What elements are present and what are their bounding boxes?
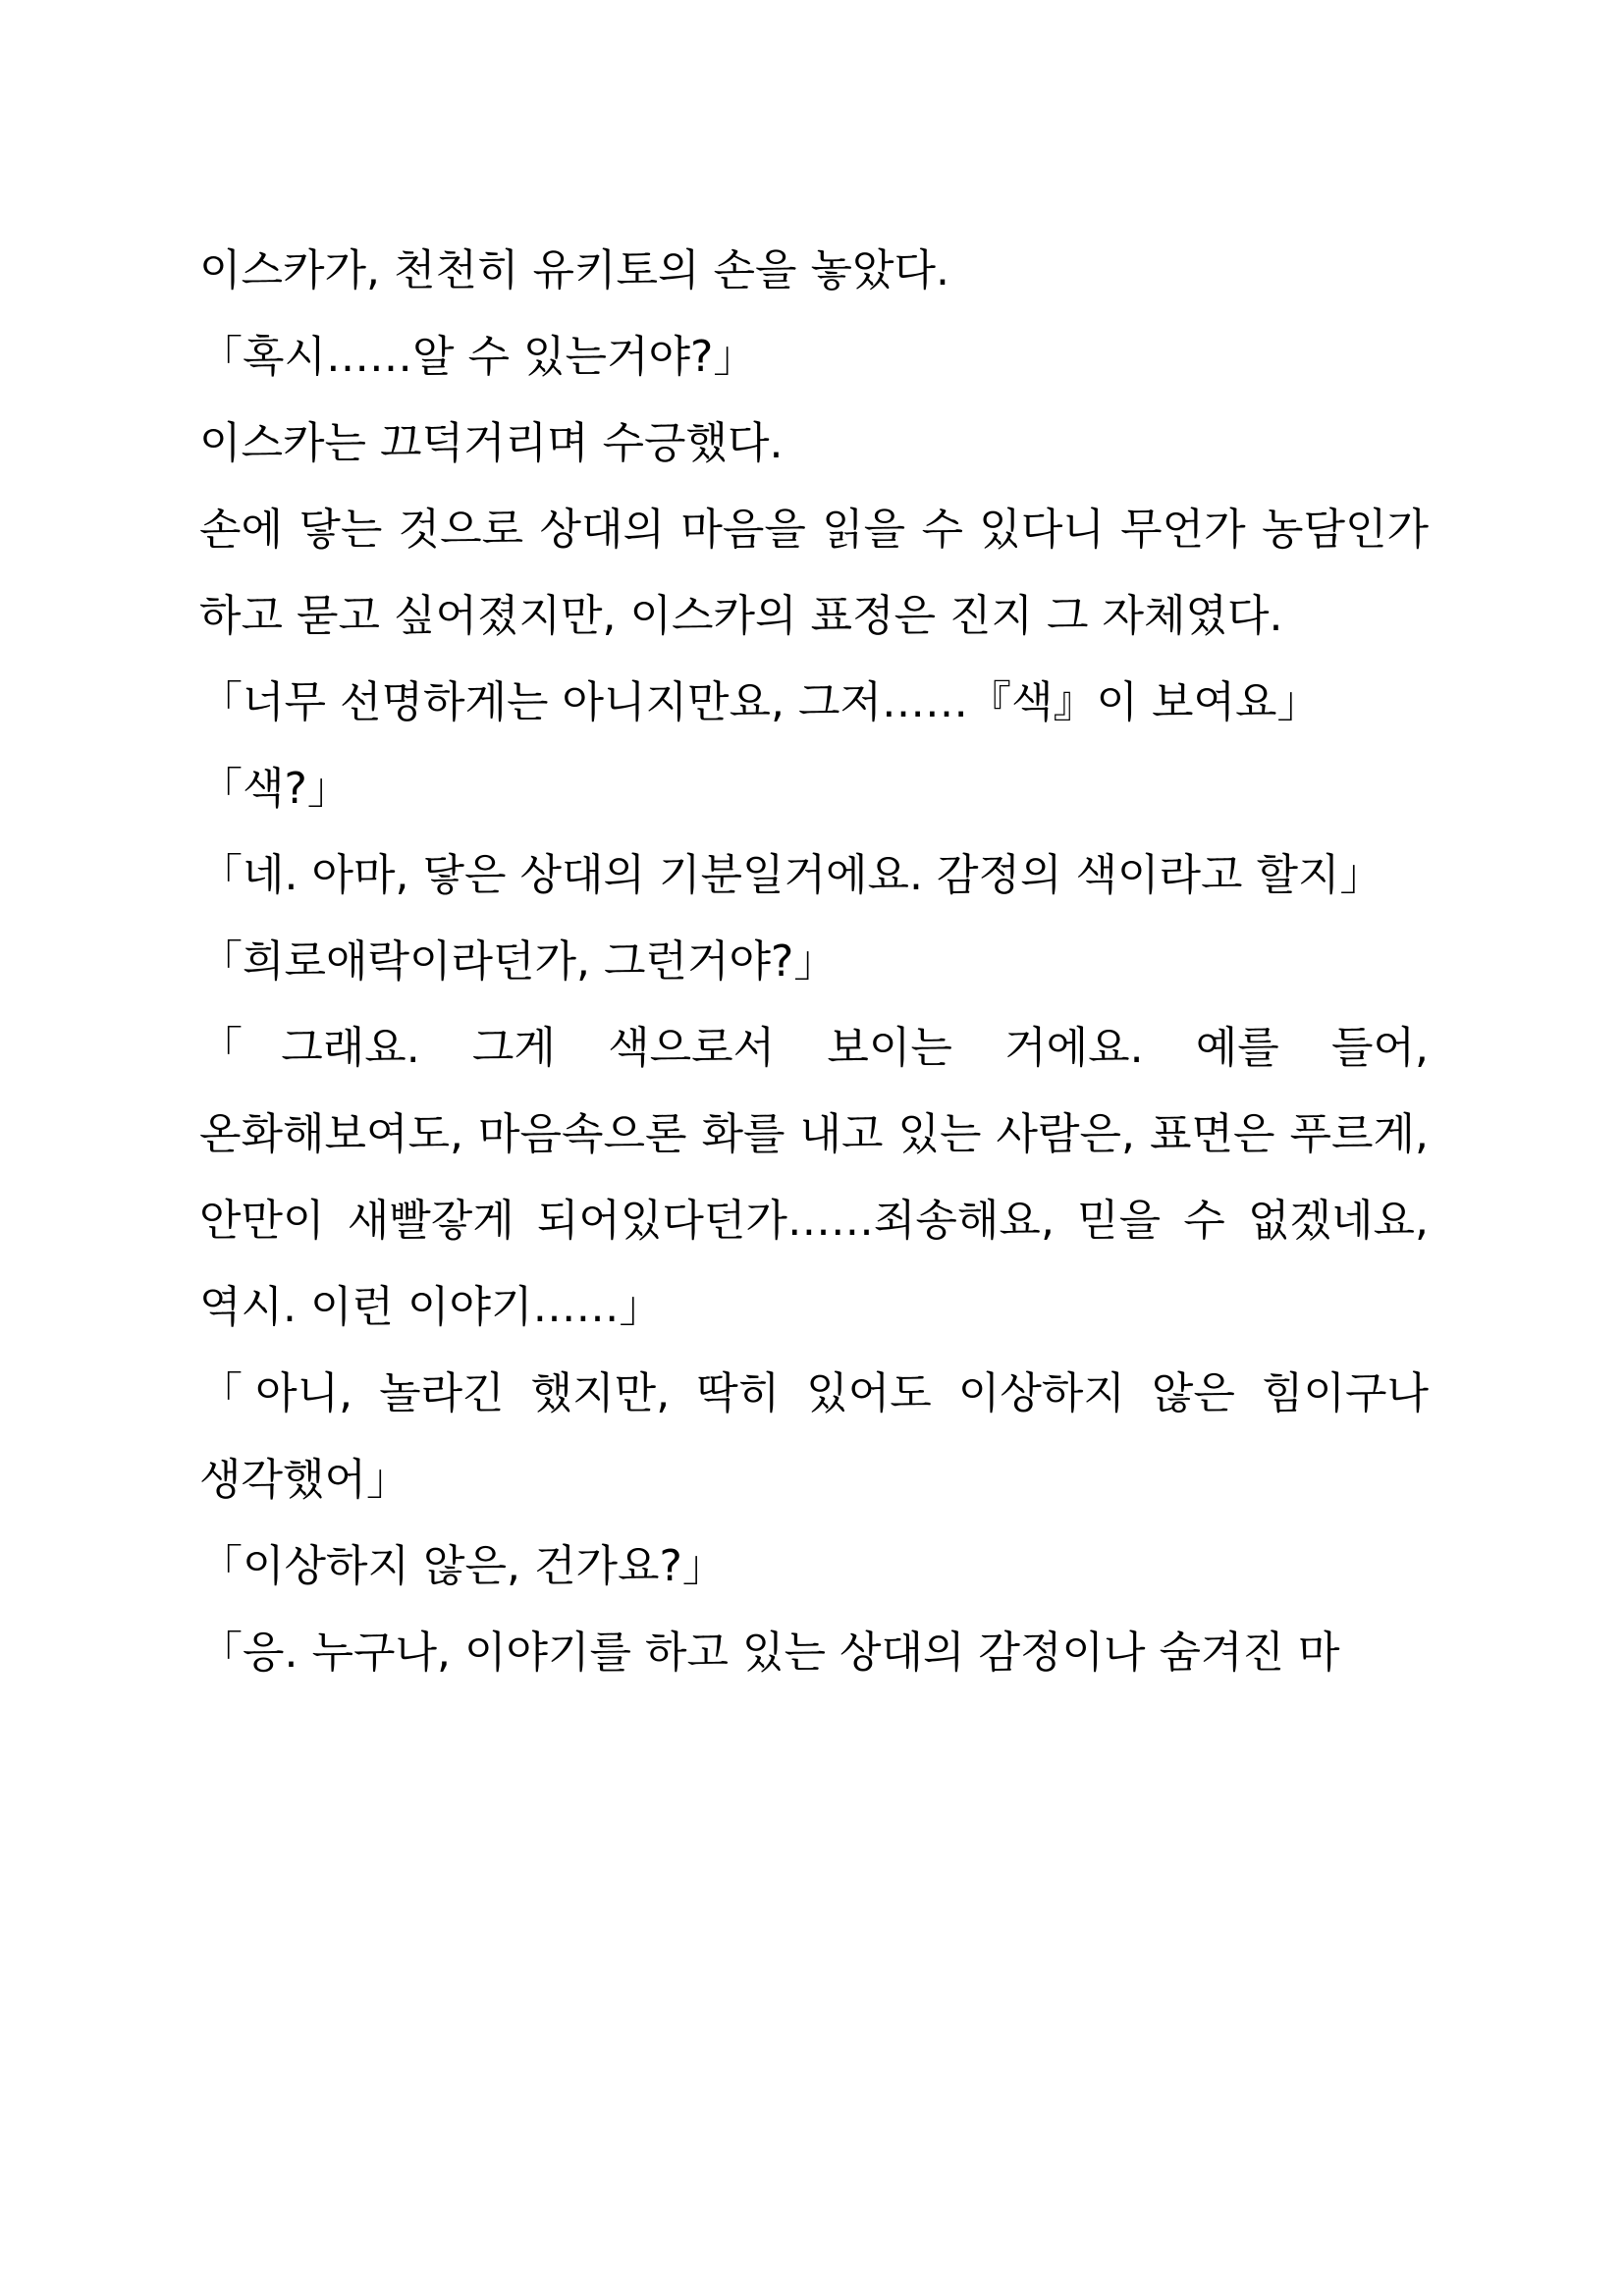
- paragraph: 「희로애락이라던가, 그런거야?」: [199, 936, 838, 987]
- paragraph: 「아니, 놀라긴 했지만, 딱히 있어도 이상하지 않은 힘이구나 생각했어」: [199, 1368, 1429, 1505]
- paragraph: 「그래요. 그게 색으로서 보이는 거에요. 예를 들어, 온화해보여도, 마음속으론 화를 내고 있는 사람은, 표면은 푸르게, 안만이 새빨갛게 되어있다던가……죄송해요, 믿을 수 없겠네요, 역시. 이런 이야기……」: [199, 1023, 1429, 1332]
- paragraph: 이스카는 끄덕거리며 수긍했다.: [199, 418, 784, 468]
- paragraph: 「혹시……알 수 있는거야?」: [199, 332, 757, 382]
- body-text: [199, 228, 1429, 1696]
- paragraph: 「색?」: [199, 764, 351, 814]
- paragraph: 「응. 누구나, 이야기를 하고 있는 상대의 감정이나 숨겨진 마: [199, 1628, 1340, 1678]
- paragraph: 「너무 선명하게는 아니지만요, 그저……『색』이 보여요」: [199, 677, 1321, 727]
- paragraph: 「이상하지 않은, 건가요?」: [199, 1541, 726, 1591]
- paragraph: 「네. 아마, 닿은 상대의 기분일거에요. 감정의 색이라고 할지」: [199, 850, 1383, 900]
- paragraph: 손에 닿는 것으로 상대의 마음을 읽을 수 있다니 무언가 농담인가 하고 묻고 싶어졌지만, 이스카의 표정은 진지 그 자체였다.: [199, 505, 1429, 641]
- paragraph: 이스카가, 천천히 유키토의 손을 놓았다.: [199, 245, 949, 295]
